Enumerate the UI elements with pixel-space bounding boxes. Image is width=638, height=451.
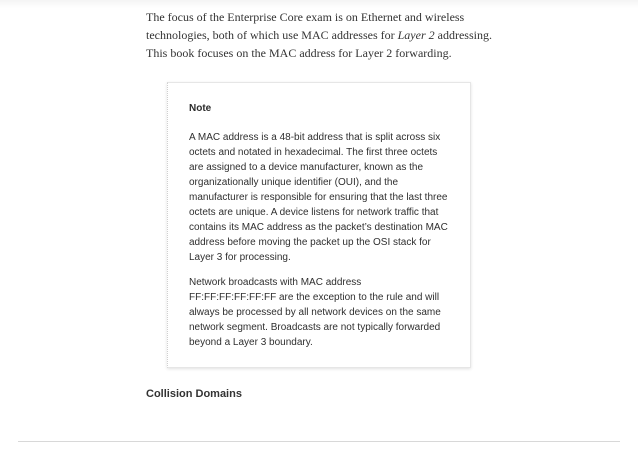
note-paragraph-broadcasts: Network broadcasts with MAC address FF:FF:FF:FF:FF:FF are the exception to the rule and will always be processed by all network devices on the same network segment. Broadcasts are not typically forwarded beyond a Layer 3 boundary. [189,277,441,348]
intro-paragraph [146,8,494,62]
bottom-divider [18,441,620,442]
top-shadow [0,0,638,8]
intro-text-start: The focus of the Enterprise Core exam is on Ethernet and wireless technologies, both of which use MAC addresses for [146,10,465,42]
intro-emphasis: Layer 2 [397,28,435,42]
intro-text-end: addressing. This book focuses on the MAC address for Layer 2 forwarding. [146,28,492,60]
note-box [167,82,471,368]
section-heading: Collision Domains [146,388,242,400]
note-title: Note [189,103,212,114]
note-paragraph-mac-address: A MAC address is a 48-bit address that is split across six octets and notated in hexadecimal. The first three octets are assigned to a device manufacturer, known as the organizationally unique identifier (OUI), and the manufacturer is responsible for ensuring that the last three octets are unique. A device listens for network traffic that contains its MAC address as the packet’s destination MAC address before moving the packet up the OSI stack for Layer 3 for processing. [189,132,448,263]
